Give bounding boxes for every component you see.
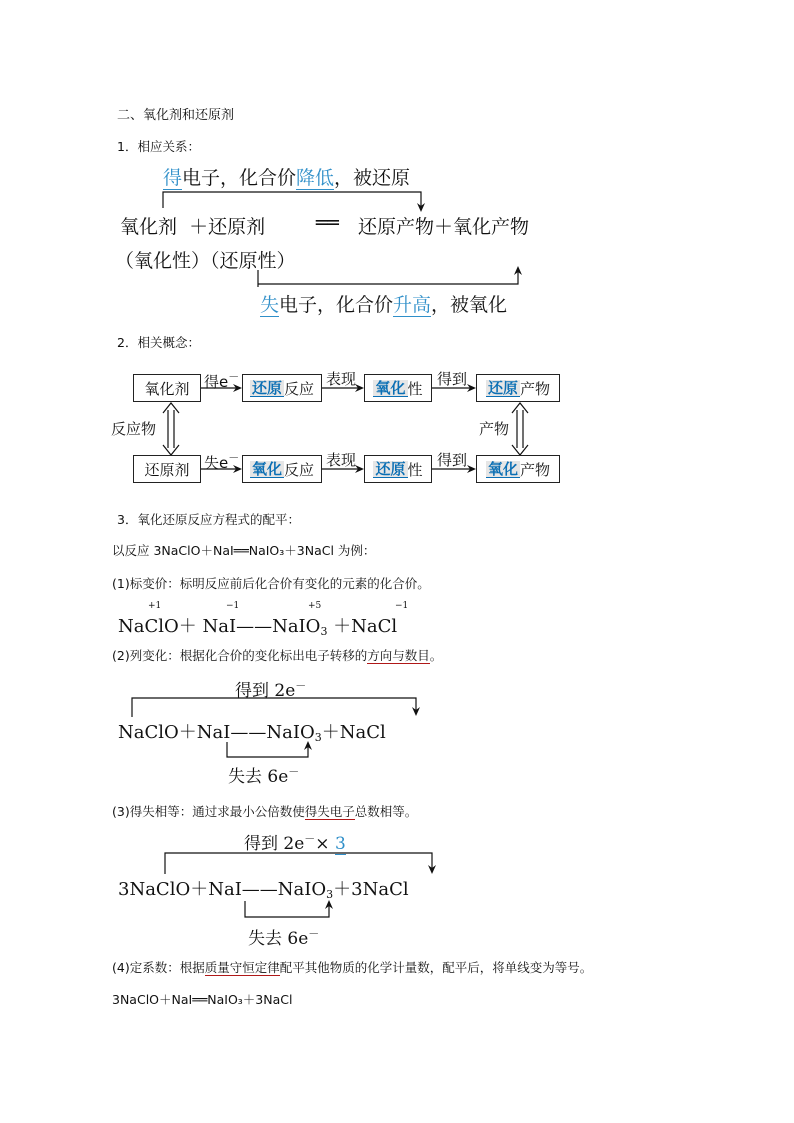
reducing-property: （还原性） <box>210 250 296 272</box>
products: 还原产物＋氧化产物 <box>358 216 530 238</box>
arrow-label-gain-e: 得e－ <box>204 370 240 391</box>
lose-6e-label: 失去 6e－ <box>228 765 300 787</box>
decrease-word: 降低 <box>296 167 335 189</box>
gain-line: 得电子，化合价降低，被还原 <box>163 167 411 189</box>
multiplier-3: 3 <box>334 834 346 854</box>
box-reduction-product: 还原 产物 <box>476 374 560 402</box>
equation-2: NaClO＋NaI——NaIO$_3$＋NaCl <box>118 722 386 744</box>
ox-state-i-product: +5 <box>308 601 322 611</box>
step-4: (4)定系数：根据质量守恒定律配平其他物质的化学计量数，配平后，将单线变为等号。 <box>112 960 593 975</box>
arrow-label-lose-e: 失e－ <box>204 451 240 472</box>
arrow-label-get-1: 得到 <box>437 370 468 388</box>
reductant: ＋还原剂 <box>189 216 266 238</box>
lose-6e-label-2: 失去 6e－ <box>248 927 320 949</box>
ox-state-i: −1 <box>226 601 240 611</box>
loss-line: 失电子，化合价升高，被氧化 <box>260 294 508 316</box>
equation-1: NaClO＋ NaI——NaIO$_3$ ＋NaCl <box>118 616 398 638</box>
ox-state-cl: +1 <box>148 601 162 611</box>
section-title: 二、氧化剂和还原剂 <box>117 108 235 123</box>
step-2: (2)列变化：根据化合价的变化标出电子转移的方向与数目。 <box>112 648 443 663</box>
label-products: 产物 <box>479 420 510 438</box>
heading-2: 2．相关概念： <box>117 335 200 350</box>
gain-word: 得 <box>163 167 183 189</box>
ox-state-cl-product: −1 <box>395 601 409 611</box>
heading-1: 1．相应关系： <box>117 139 200 154</box>
increase-word: 升高 <box>393 294 432 316</box>
label-reactants: 反应物 <box>111 420 157 438</box>
box-reductant: 还原剂 <box>133 455 201 483</box>
heading-3: 3．氧化还原反应方程式的配平： <box>117 512 300 527</box>
gain-2e-label: 得到 2e－ <box>235 679 307 701</box>
step-1: (1)标变价：标明反应前后化合价有变化的元素的化合价。 <box>112 576 430 591</box>
box-oxidation-reaction: 氧化 反应 <box>242 455 322 483</box>
step-3: (3)得失相等：通过求最小公倍数使得失电子总数相等。 <box>112 804 418 819</box>
gain-2e-times-3-label: 得到 2e－× 3 <box>244 832 346 854</box>
box-reducing-property: 还原 性 <box>364 455 432 483</box>
equal-sign: ══ <box>316 212 339 234</box>
loss-word: 失 <box>260 294 280 316</box>
arrow-label-show-2: 表现 <box>326 451 357 469</box>
equation-3: 3NaClO＋NaI——NaIO$_3$＋3NaCl <box>118 879 409 901</box>
oxidizing-property: （氧化性） <box>115 250 211 272</box>
oxidant: 氧化剂 <box>120 216 178 238</box>
box-oxidant: 氧化剂 <box>133 374 201 402</box>
arrow-label-get-2: 得到 <box>437 451 468 469</box>
box-oxidation-product: 氧化 产物 <box>476 455 560 483</box>
final-equation: 3NaClO＋NaI══NaIO₃＋3NaCl <box>112 992 293 1007</box>
arrow-label-show-1: 表现 <box>326 370 357 388</box>
example-line: 以反应 3NaClO＋NaI══NaIO₃＋3NaCl 为例： <box>112 543 376 558</box>
box-oxidizing-property: 氧化 性 <box>364 374 432 402</box>
box-reduction-reaction: 还原 反应 <box>242 374 322 402</box>
